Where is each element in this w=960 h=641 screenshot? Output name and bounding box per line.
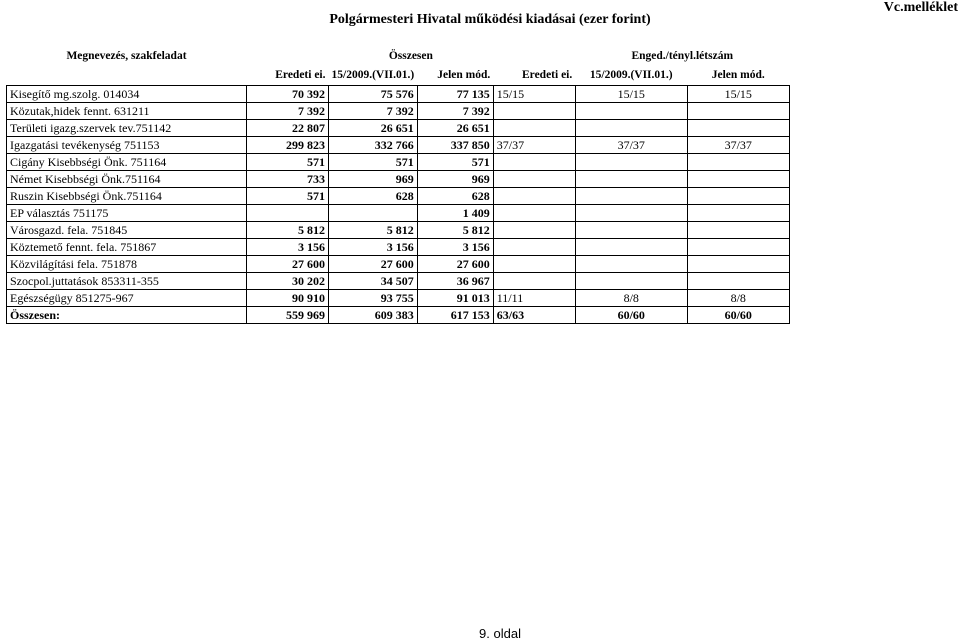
headcount-cell: [575, 256, 687, 273]
annex-label: Vc.melléklet: [883, 0, 958, 15]
amount-cell: 26 651: [417, 120, 493, 137]
table-row: [7, 273, 790, 290]
headcount-cell: [493, 256, 575, 273]
amount-cell: 617 153: [417, 307, 493, 324]
headcount-cell: [493, 273, 575, 290]
amount-cell: [247, 205, 329, 222]
amount-cell: 70 392: [247, 86, 329, 103]
subheader-original: Eredeti ei.: [275, 69, 326, 81]
amount-cell: 332 766: [329, 137, 418, 154]
headcount-cell: 37/37: [687, 137, 789, 154]
headcount-cell: [493, 188, 575, 205]
amount-cell: 5 812: [247, 222, 329, 239]
headcount-cell: [493, 222, 575, 239]
amount-cell: 26 651: [329, 120, 418, 137]
headcount-cell: [687, 171, 789, 188]
subheader-current: Jelen mód.: [437, 69, 491, 81]
headcount-cell: 37/37: [575, 137, 687, 154]
headcount-cell: 15/15: [575, 86, 687, 103]
page-title: Polgármesteri Hivatal működési kiadásai (ezer forint): [329, 12, 651, 27]
amount-cell: 7 392: [417, 103, 493, 120]
amount-cell: 27 600: [417, 256, 493, 273]
headcount-cell: [687, 222, 789, 239]
amount-cell: 36 967: [417, 273, 493, 290]
subheader-hc-amendment: 15/2009.(VII.01.): [589, 69, 673, 81]
amount-cell: 30 202: [247, 273, 329, 290]
amount-cell: 609 383: [329, 307, 418, 324]
header-row-groups: [7, 46, 790, 66]
headcount-cell: 37/37: [493, 137, 575, 154]
table-row: [7, 103, 790, 120]
headcount-cell: [575, 154, 687, 171]
row-name: Közutak,hidek fennt. 631211: [7, 103, 247, 120]
headcount-cell: [493, 205, 575, 222]
headcount-cell: [575, 188, 687, 205]
headcount-cell: 63/63: [493, 307, 575, 324]
table-row: [7, 86, 790, 103]
headcount-cell: 60/60: [687, 307, 789, 324]
amount-cell: 571: [417, 154, 493, 171]
row-name: Kisegítő mg.szolg. 014034: [7, 86, 247, 103]
table-row: [7, 239, 790, 256]
amount-cell: 77 135: [417, 86, 493, 103]
headcount-cell: [493, 154, 575, 171]
table-row: [7, 205, 790, 222]
amount-cell: 22 807: [247, 120, 329, 137]
amount-cell: 571: [247, 188, 329, 205]
amount-cell: 5 812: [417, 222, 493, 239]
page-number: 9. oldal: [479, 626, 521, 641]
headcount-cell: 8/8: [687, 290, 789, 307]
headcount-cell: 11/11: [493, 290, 575, 307]
amount-cell: 1 409: [417, 205, 493, 222]
row-name: Cigány Kisebbségi Önk. 751164: [7, 154, 247, 171]
amount-cell: 93 755: [329, 290, 418, 307]
amount-cell: 27 600: [247, 256, 329, 273]
amount-cell: 969: [417, 171, 493, 188]
row-name: EP választás 751175: [7, 205, 247, 222]
amount-cell: 5 812: [329, 222, 418, 239]
headcount-cell: [493, 171, 575, 188]
table-row: [7, 171, 790, 188]
row-name: Közvilágítási fela. 751878: [7, 256, 247, 273]
headcount-cell: [575, 273, 687, 290]
amount-cell: 3 156: [247, 239, 329, 256]
amount-cell: 571: [329, 154, 418, 171]
name-column-header: Megnevezés, szakfeladat: [66, 49, 187, 62]
headcount-cell: [575, 222, 687, 239]
row-name: Városgazd. fela. 751845: [7, 222, 247, 239]
amount-cell: 75 576: [329, 86, 418, 103]
headcount-cell: 60/60: [575, 307, 687, 324]
amount-cell: 337 850: [417, 137, 493, 154]
amount-cell: 3 156: [417, 239, 493, 256]
headcount-cell: [687, 188, 789, 205]
table-row: [7, 154, 790, 171]
row-name: Köztemető fennt. fela. 751867: [7, 239, 247, 256]
table-row: [7, 188, 790, 205]
headcount-cell: [687, 120, 789, 137]
headcount-cell: [575, 103, 687, 120]
amount-cell: [329, 205, 418, 222]
amount-cell: 90 910: [247, 290, 329, 307]
subheader-hc-current: Jelen mód.: [711, 69, 765, 81]
subheader-amendment: 15/2009.(VII.01.): [331, 69, 415, 81]
headcount-cell: [575, 205, 687, 222]
headcount-cell: [493, 120, 575, 137]
headcount-group-header: Enged./tényl.létszám: [631, 49, 734, 62]
table-row: [7, 290, 790, 307]
headcount-cell: [575, 120, 687, 137]
amount-cell: 7 392: [329, 103, 418, 120]
headcount-cell: 15/15: [687, 86, 789, 103]
amount-cell: 559 969: [247, 307, 329, 324]
headcount-cell: [687, 239, 789, 256]
amount-cell: 91 013: [417, 290, 493, 307]
headcount-cell: [687, 273, 789, 290]
amount-cell: 969: [329, 171, 418, 188]
headcount-cell: [687, 256, 789, 273]
total-group-header: Összesen: [388, 49, 433, 62]
amount-cell: 628: [329, 188, 418, 205]
row-name: Ruszin Kisebbségi Önk.751164: [7, 188, 247, 205]
headcount-cell: [687, 103, 789, 120]
table-row: [7, 137, 790, 154]
table-row: [7, 222, 790, 239]
headcount-cell: [493, 103, 575, 120]
table-row: [7, 256, 790, 273]
table-body: [7, 86, 790, 324]
amount-cell: 34 507: [329, 273, 418, 290]
amount-cell: 27 600: [329, 256, 418, 273]
amount-cell: 733: [247, 171, 329, 188]
headcount-cell: [575, 171, 687, 188]
total-label: Összesen:: [7, 307, 247, 324]
headcount-cell: [575, 239, 687, 256]
headcount-cell: [493, 239, 575, 256]
row-name: Német Kisebbségi Önk.751164: [7, 171, 247, 188]
row-name: Szocpol.juttatások 853311-355: [7, 273, 247, 290]
total-row: [7, 307, 790, 324]
headcount-cell: [687, 154, 789, 171]
headcount-cell: 15/15: [493, 86, 575, 103]
row-name: Területi igazg.szervek tev.751142: [7, 120, 247, 137]
table-row: [7, 120, 790, 137]
row-name: Igazgatási tevékenység 751153: [7, 137, 247, 154]
headcount-cell: 8/8: [575, 290, 687, 307]
row-name: Egészségügy 851275-967: [7, 290, 247, 307]
amount-cell: 571: [247, 154, 329, 171]
subheader-hc-original: Eredeti ei.: [522, 69, 573, 81]
amount-cell: 7 392: [247, 103, 329, 120]
amount-cell: 299 823: [247, 137, 329, 154]
expenditure-table: [6, 46, 790, 324]
headcount-cell: [687, 205, 789, 222]
amount-cell: 3 156: [329, 239, 418, 256]
amount-cell: 628: [417, 188, 493, 205]
header-row-subcolumns: [7, 66, 790, 86]
